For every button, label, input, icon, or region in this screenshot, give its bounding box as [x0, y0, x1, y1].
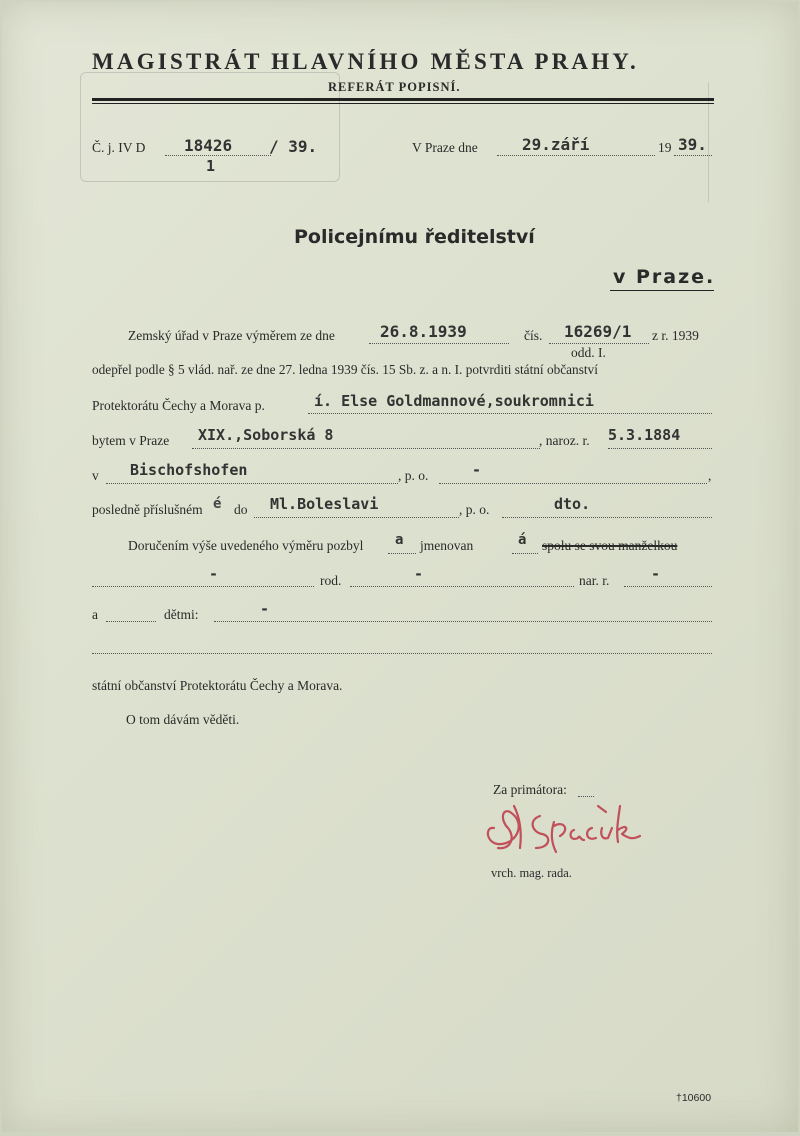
body-line5-po: -: [472, 461, 482, 479]
body-line4-text: bytem v Praze: [92, 433, 170, 448]
header-rule-thick: [92, 98, 714, 101]
body-line5-po-line: [439, 483, 707, 484]
body-line4-addr: XIX.,Soborská 8: [198, 426, 334, 444]
year-line: [674, 155, 712, 156]
date-value: 29.září: [522, 135, 590, 154]
body-line7-fill2: á: [518, 532, 527, 548]
cj-number-line: [165, 155, 271, 156]
body-line1-zr: z r. 1939: [652, 328, 699, 343]
body-line9-value: -: [260, 600, 270, 618]
body-line6-text: posledně příslušném: [92, 502, 203, 517]
body-line6-po-label: , p. o.: [459, 502, 490, 517]
body-line5-po-label: , p. o.: [398, 468, 429, 483]
body-line3-text: Protektorátu Čechy a Morava p.: [92, 398, 265, 413]
body-line8-value1: -: [209, 565, 219, 583]
header-rule-thin: [92, 103, 714, 104]
document-subtitle: REFERÁT POPISNÍ.: [328, 80, 461, 94]
addressee-line-2: v Praze.: [613, 266, 716, 288]
body-line8-rod: rod.: [320, 573, 342, 588]
body-line6-do: do: [234, 502, 248, 517]
body-line4-birth-label: , naroz. r.: [539, 433, 590, 448]
body-line5-comma: ,: [708, 468, 712, 483]
addressee-line-1: Policejnímu ředitelství: [294, 226, 535, 248]
faint-margin-stamp: [708, 82, 798, 202]
body-line9-a: a: [92, 607, 98, 622]
body-line8-value3: -: [651, 565, 661, 583]
signature-title: vrch. mag. rada.: [491, 866, 572, 880]
print-code: †10600: [676, 1092, 712, 1104]
body-line7-text: Doručením výše uvedeného výměru pozbyl: [128, 538, 364, 553]
body-blank-line: [92, 653, 712, 654]
signature-for-mayor: Za primátora:: [493, 782, 567, 797]
body-line1-text: Zemský úřad v Praze výměrem ze dne: [128, 328, 335, 343]
body-line3-name: í. Else Goldmannové,soukromnici: [314, 392, 594, 410]
body-line1-num: 16269/1: [564, 322, 632, 341]
body-line5-v: v: [92, 468, 99, 483]
body-line8-line2: [350, 586, 574, 587]
document-page: [2, 2, 798, 1132]
addressee-underline: [610, 290, 714, 291]
body-line6-po-line: [502, 517, 712, 518]
body-line10-text: státní občanství Protektorátu Čechy a Morava.: [92, 678, 343, 693]
body-line7-fill1-line: [388, 553, 416, 554]
handwritten-signature: [480, 798, 655, 858]
body-line6-place-line: [254, 517, 459, 518]
body-line1-date: 26.8.1939: [380, 322, 467, 341]
body-line4-birth-line: [608, 448, 712, 449]
body-line7-jmenovan: jmenovan: [420, 538, 474, 553]
body-line4-birth: 5.3.1884: [608, 426, 681, 444]
body-line8-nar: nar. r.: [579, 573, 610, 588]
body-line8-line1: [92, 586, 314, 587]
signature-for-mayor-line: [578, 796, 594, 797]
body-line1-cis: čís.: [524, 328, 543, 343]
date-line: [497, 155, 655, 156]
cj-year: / 39.: [269, 137, 318, 156]
body-line1-date-line: [369, 343, 509, 344]
document-title: MAGISTRÁT HLAVNÍHO MĚSTA PRAHY.: [92, 49, 639, 74]
body-line1-odd: odd. I.: [571, 345, 606, 360]
body-line5-place: Bischofshofen: [130, 461, 248, 479]
body-line11-text: O tom dávám věděti.: [126, 712, 240, 727]
body-line4-addr-line: [192, 448, 540, 449]
cj-number: 18426: [184, 136, 233, 155]
body-line8-line3: [624, 586, 712, 587]
body-line6-place: Ml.Boleslavi: [270, 495, 379, 513]
cj-label: Č. j. IV D: [92, 140, 146, 155]
body-line6-correction: é: [213, 496, 222, 512]
body-line7-fill1: a: [395, 532, 404, 548]
body-line3-name-line: [308, 413, 712, 414]
body-line6-po: dto.: [554, 495, 591, 513]
body-line9-detmi: dětmi:: [164, 607, 199, 622]
body-line1-num-line: [549, 343, 649, 344]
body-line5-place-line: [106, 483, 398, 484]
body-line2-text: odepřel podle § 5 vlád. nař. ze dne 27. ledna 1939 čís. 15 Sb. z. a n. I. potvrditi státní občanství: [92, 362, 598, 377]
date-label: V Praze dne: [412, 140, 478, 155]
body-line9-line1: [106, 621, 156, 622]
body-line7-fill2-line: [512, 553, 538, 554]
cj-sub: 1: [206, 157, 216, 175]
year-prefix: 19: [658, 140, 672, 155]
year-value: 39.: [678, 135, 707, 154]
body-line8-value2: -: [414, 565, 424, 583]
body-line9-line2: [214, 621, 712, 622]
body-line7-struck: spolu se svou manželkou: [542, 538, 678, 553]
